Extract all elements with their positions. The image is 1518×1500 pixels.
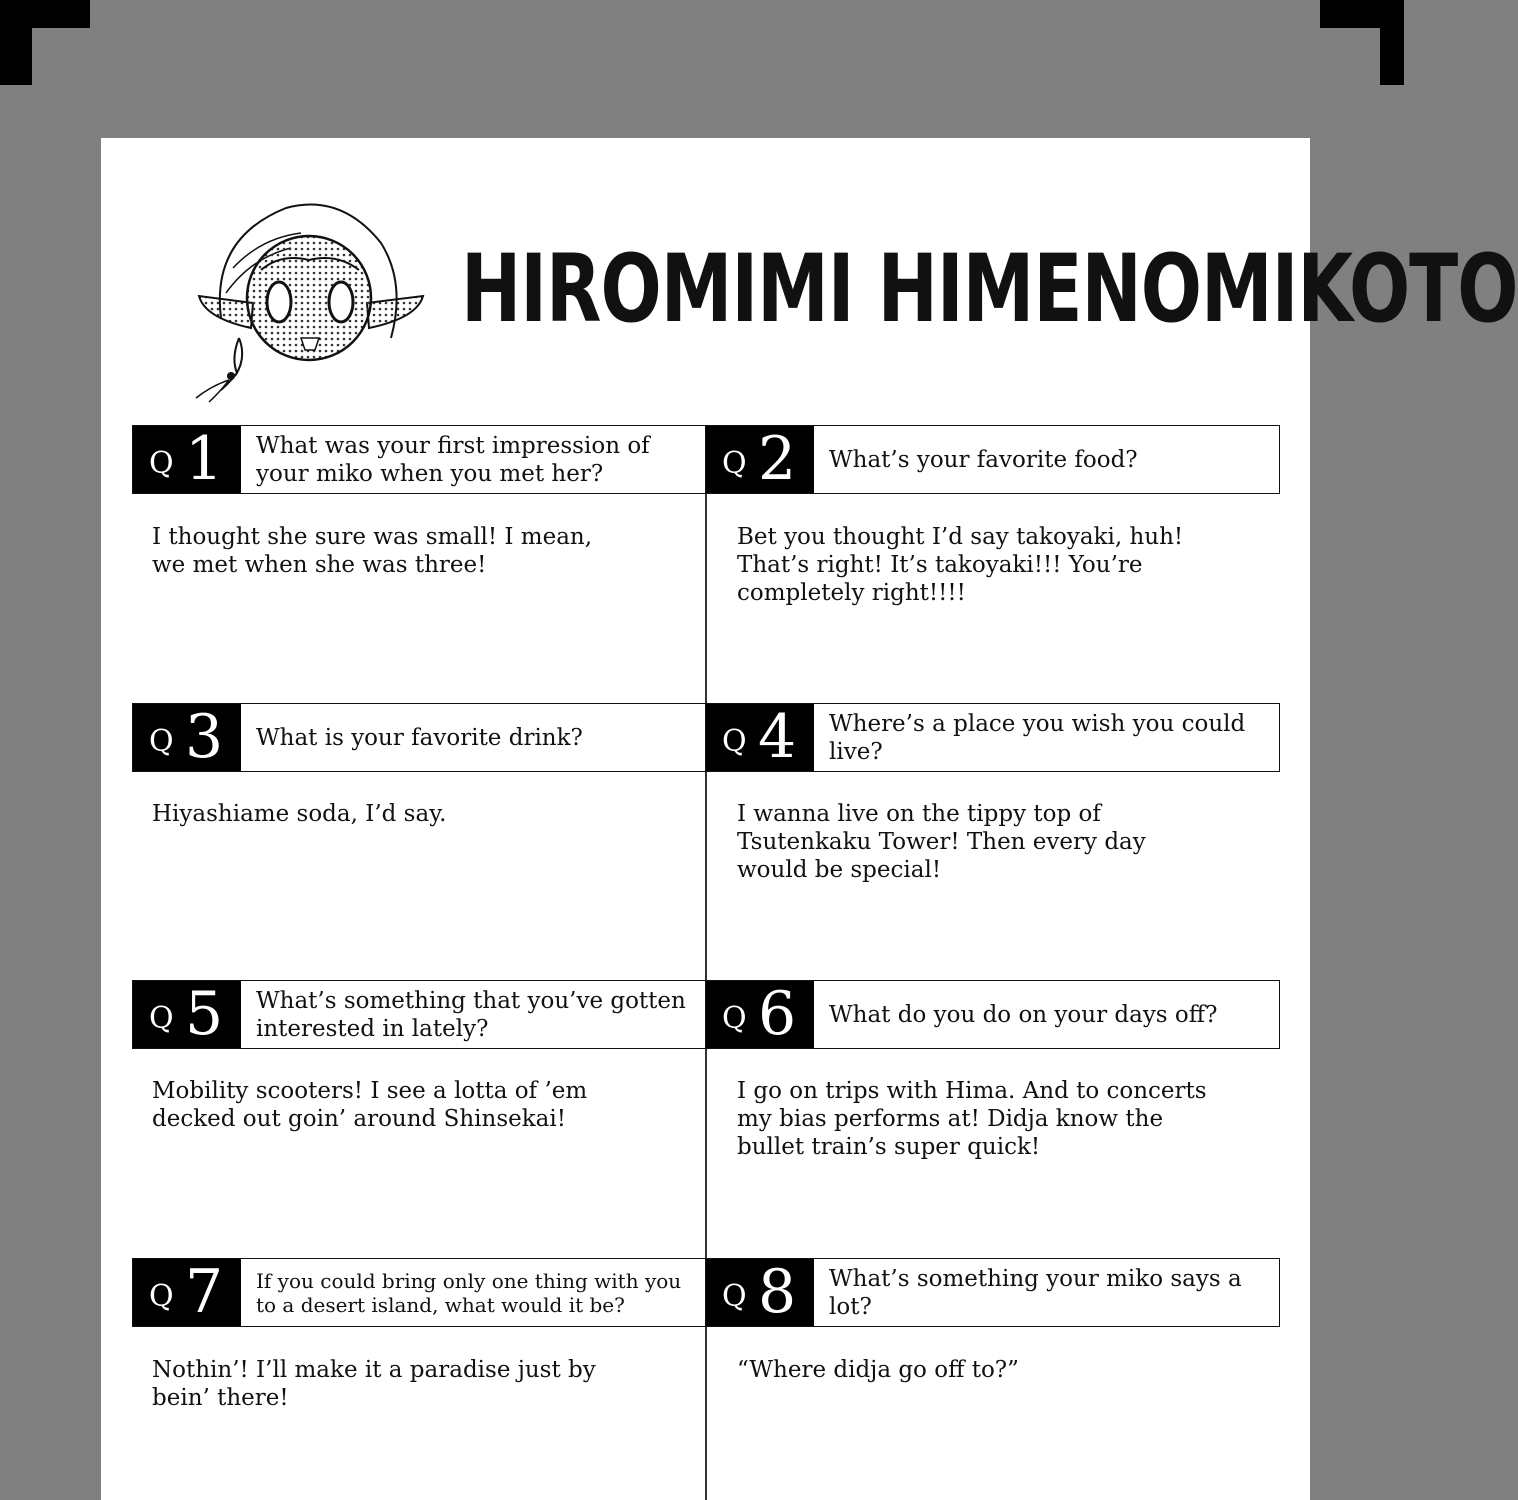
page-title: HIROMIMI HIMENOMIKOTO bbox=[461, 234, 1518, 344]
question-number: 7 bbox=[185, 1257, 224, 1327]
question-text: What do you do on your days off? bbox=[829, 1001, 1218, 1028]
question-box-4 bbox=[705, 703, 1280, 772]
question-label: Q bbox=[722, 724, 747, 759]
question-number: 3 bbox=[185, 702, 224, 772]
interview-page bbox=[101, 138, 1518, 1500]
answer-6: I go on trips with Hima. And to concerts my bias performs at! Didja know the bullet train’s super quick! bbox=[737, 1078, 1207, 1160]
answer-2: Bet you thought I’d say takoyaki, huh! That’s right! It’s takoyaki!!! You’re completely right!!!! bbox=[737, 524, 1184, 606]
question-badge bbox=[706, 981, 814, 1048]
question-text: What’s something your miko says a lot? bbox=[829, 1265, 1242, 1320]
question-label: Q bbox=[149, 1001, 174, 1036]
question-label: Q bbox=[149, 724, 174, 759]
question-number: 6 bbox=[758, 979, 797, 1049]
question-box-5 bbox=[132, 980, 707, 1049]
question-badge bbox=[133, 704, 241, 771]
question-badge bbox=[133, 426, 241, 493]
question-box-1 bbox=[132, 425, 707, 494]
corner-mark-left-side bbox=[0, 0, 32, 85]
question-number: 2 bbox=[758, 424, 797, 494]
answer-4: I wanna live on the tippy top of Tsutenkaku Tower! Then every day would be special! bbox=[737, 801, 1146, 883]
question-text: What is your favorite drink? bbox=[256, 724, 583, 751]
question-badge bbox=[706, 1259, 814, 1326]
answer-5: Mobility scooters! I see a lotta of ’em decked out goin’ around Shinsekai! bbox=[152, 1078, 588, 1132]
answer-3: Hiyashiame soda, I’d say. bbox=[152, 801, 447, 827]
character-head-illustration bbox=[191, 198, 427, 403]
question-badge bbox=[706, 426, 814, 493]
question-badge bbox=[133, 981, 241, 1048]
question-number: 4 bbox=[758, 702, 797, 772]
question-box-3 bbox=[132, 703, 707, 772]
question-text: What was your first impression of your miko when you met her? bbox=[256, 432, 650, 487]
question-box-2 bbox=[705, 425, 1280, 494]
question-number: 1 bbox=[185, 424, 224, 494]
question-text: What’s your favorite food? bbox=[829, 446, 1138, 473]
question-text: Where’s a place you wish you could live? bbox=[829, 710, 1246, 765]
question-box-7 bbox=[132, 1258, 707, 1327]
question-badge bbox=[706, 704, 814, 771]
question-label: Q bbox=[149, 1279, 174, 1314]
question-box-6 bbox=[705, 980, 1280, 1049]
question-text: If you could bring only one thing with you to a desert island, what would it be? bbox=[256, 1268, 682, 1317]
question-number: 8 bbox=[758, 1257, 797, 1327]
answer-8: “Where didja go off to?” bbox=[737, 1357, 1019, 1383]
corner-mark-right-side bbox=[1380, 0, 1404, 85]
question-box-8 bbox=[705, 1258, 1280, 1327]
question-number: 5 bbox=[185, 979, 224, 1049]
question-label: Q bbox=[722, 1279, 747, 1314]
question-label: Q bbox=[722, 446, 747, 481]
question-label: Q bbox=[722, 1001, 747, 1036]
question-text: What’s something that you’ve gotten interested in lately? bbox=[256, 987, 686, 1042]
answer-1: I thought she sure was small! I mean, we met when she was three! bbox=[152, 524, 593, 578]
answer-7: Nothin’! I’ll make it a paradise just by bein’ there! bbox=[152, 1357, 596, 1411]
question-label: Q bbox=[149, 446, 174, 481]
question-badge bbox=[133, 1259, 241, 1326]
